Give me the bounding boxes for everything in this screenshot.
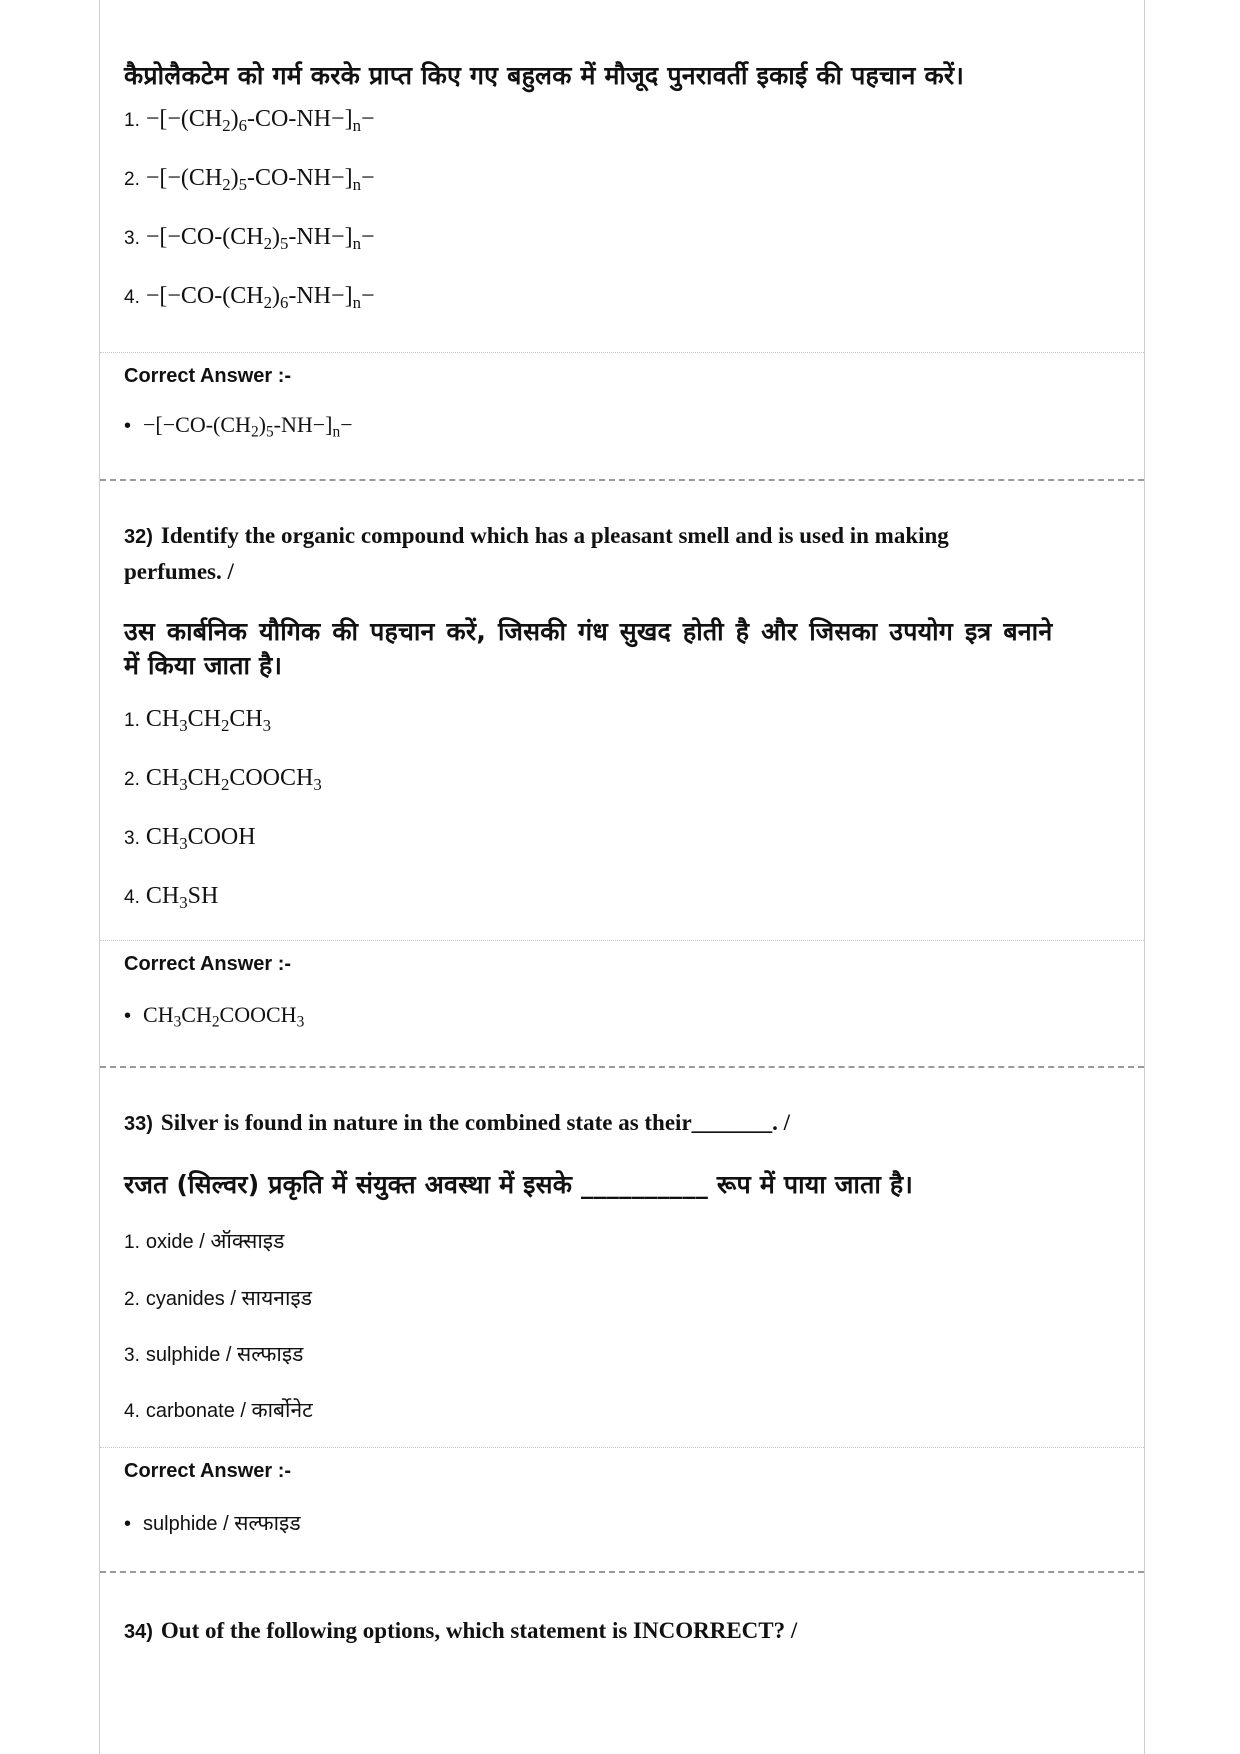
formula-part: − (360, 283, 375, 309)
question-33-hindi-text: रजत (सिल्वर) प्रकृति में संयुक्त अवस्था में इसके __________ रूप में पाया जाता है। (124, 1170, 914, 1199)
question-31-option-3[interactable] (124, 224, 375, 254)
formula-part: -NH−] (288, 224, 353, 250)
formula-part: −[−CO-(CH (145, 283, 264, 309)
option-number: 2. (124, 769, 140, 790)
option-number: 1. (124, 110, 140, 131)
formula-part: -NH−] (288, 283, 353, 309)
option-number: 2. (124, 169, 140, 190)
option-number: 1. (124, 1232, 140, 1253)
question-separator (100, 1571, 1144, 1573)
formula-part: −[−(CH (145, 106, 223, 132)
question-33-option-2[interactable] (124, 1284, 312, 1312)
question-32-hindi-text-line2: में किया जाता है। (124, 651, 283, 680)
formula-part: CH (145, 765, 180, 791)
question-text-line: Silver is found in nature in the combined state as their_______. / (160, 1110, 791, 1135)
subscript: 2 (250, 423, 259, 441)
question-33-correct-answer (124, 1509, 301, 1537)
correct-answer-label: Correct Answer :- (124, 365, 292, 387)
options-divider (100, 1447, 1144, 1448)
subscript: 5 (279, 234, 289, 254)
option-english: oxide / (145, 1231, 211, 1253)
question-32-option-4[interactable] (124, 883, 219, 913)
question-32-option-2[interactable] (124, 765, 322, 795)
option-hindi: सायनाइड (241, 1286, 312, 1310)
formula-part: −[−CO-(CH (145, 224, 264, 250)
answer-hindi: सल्फाइड (234, 1511, 301, 1535)
subscript: 2 (211, 1013, 220, 1031)
options-divider (100, 352, 1144, 353)
formula-part: CH (143, 1002, 174, 1027)
formula-part: CH (145, 883, 180, 909)
question-31-option-1[interactable] (124, 106, 375, 136)
question-32-english-text-line2: perfumes. / (124, 559, 234, 584)
bullet: • (124, 415, 132, 437)
bullet: • (124, 1005, 132, 1027)
formula-part: ) (230, 106, 239, 132)
subscript: 3 (296, 1013, 305, 1031)
subscript: n (352, 234, 361, 254)
formula-part: ) (271, 224, 280, 250)
question-paper-frame (99, 0, 1145, 1754)
formula-part: COOH (187, 824, 256, 850)
subscript: 2 (222, 116, 231, 136)
formula-part: − (360, 106, 375, 132)
subscript: n (352, 116, 361, 136)
option-hindi: कार्बोनेट (251, 1398, 313, 1422)
subscript: n (332, 423, 341, 441)
question-31-hindi-text: कैप्रोलैकटेम को गर्म करके प्राप्त किए गए बहुलक में मौजूद पुनरावर्ती इकाई की पहचान करें। (124, 61, 965, 90)
formula-part: CH (145, 706, 180, 732)
option-number: 4. (124, 287, 140, 308)
option-number: 3. (124, 228, 140, 249)
subscript: 3 (262, 716, 272, 736)
question-34-english-text (124, 1618, 1168, 1644)
option-number: 3. (124, 828, 140, 849)
formula-part: SH (187, 883, 219, 909)
question-32-option-1[interactable] (124, 706, 272, 736)
question-number: 32) (124, 526, 153, 548)
formula-part: -CO-NH−] (247, 165, 353, 191)
formula-part: CH (145, 824, 180, 850)
option-number: 1. (124, 710, 140, 731)
option-number: 3. (124, 1345, 140, 1366)
formula-part: -CO-NH−] (247, 106, 353, 132)
question-32-correct-answer (124, 1002, 305, 1031)
formula-part: CH (181, 1002, 212, 1027)
option-hindi: सल्फाइड (237, 1342, 304, 1366)
question-33-english-text (124, 1110, 1168, 1136)
subscript: 6 (279, 293, 289, 313)
question-33-option-1[interactable] (124, 1227, 284, 1255)
question-31-option-2[interactable] (124, 165, 375, 195)
option-hindi: ऑक्साइड (210, 1229, 285, 1253)
question-32-hindi-text: उस कार्बनिक यौगिक की पहचान करें, जिसकी गंध सुखद होती है और जिसका उपयोग इत्र बनाने (124, 617, 1053, 646)
correct-answer-label: Correct Answer :- (124, 953, 292, 975)
question-number: 34) (124, 1621, 153, 1643)
formula-part: CH (187, 706, 221, 732)
question-text-line: Identify the organic compound which has a pleasant smell and is used in making (160, 523, 949, 548)
formula-part: COOCH (219, 1002, 297, 1027)
bullet: • (124, 1513, 132, 1535)
answer-english: sulphide / (143, 1513, 235, 1535)
option-english: carbonate / (145, 1400, 252, 1422)
formula-part: ) (230, 165, 239, 191)
question-separator (100, 1066, 1144, 1068)
question-number: 33) (124, 1113, 153, 1135)
subscript: 3 (173, 1013, 182, 1031)
question-31-option-4[interactable] (124, 283, 375, 313)
formula-part: ) (271, 283, 280, 309)
question-31-correct-answer (124, 412, 353, 441)
subscript: n (352, 175, 361, 195)
formula-part: − (360, 224, 375, 250)
subscript: 3 (179, 716, 188, 736)
formula-part: −[−(CH (145, 165, 223, 191)
option-english: sulphide / (145, 1344, 238, 1366)
subscript: 3 (179, 893, 188, 913)
subscript: 2 (222, 175, 231, 195)
formula-part: -NH−] (273, 412, 333, 437)
subscript: 2 (220, 716, 230, 736)
formula-part: COOCH (229, 765, 314, 791)
question-separator (100, 479, 1144, 481)
subscript: 3 (179, 834, 188, 854)
question-32-english-text (124, 523, 1124, 549)
formula-part: − (340, 412, 353, 437)
formula-part: CH (229, 706, 263, 732)
options-divider (100, 940, 1144, 941)
question-33-option-3[interactable] (124, 1340, 303, 1368)
subscript: n (352, 293, 361, 313)
formula-part: ) (258, 412, 266, 437)
subscript: 2 (220, 775, 230, 795)
subscript: 6 (238, 116, 248, 136)
subscript: 3 (179, 775, 188, 795)
option-english: cyanides / (145, 1288, 242, 1310)
question-text-line: Out of the following options, which statement is INCORRECT? / (160, 1618, 798, 1643)
subscript: 5 (238, 175, 248, 195)
correct-answer-label: Correct Answer :- (124, 1460, 292, 1482)
option-number: 4. (124, 887, 140, 908)
question-33-option-4[interactable] (124, 1396, 313, 1424)
question-32-option-3[interactable] (124, 824, 256, 854)
subscript: 2 (263, 234, 272, 254)
subscript: 2 (263, 293, 272, 313)
option-number: 2. (124, 1289, 140, 1310)
option-number: 4. (124, 1401, 140, 1422)
subscript: 5 (265, 423, 274, 441)
subscript: 3 (313, 775, 322, 795)
formula-part: CH (187, 765, 221, 791)
formula-part: −[−CO-(CH (143, 412, 251, 437)
formula-part: − (360, 165, 375, 191)
